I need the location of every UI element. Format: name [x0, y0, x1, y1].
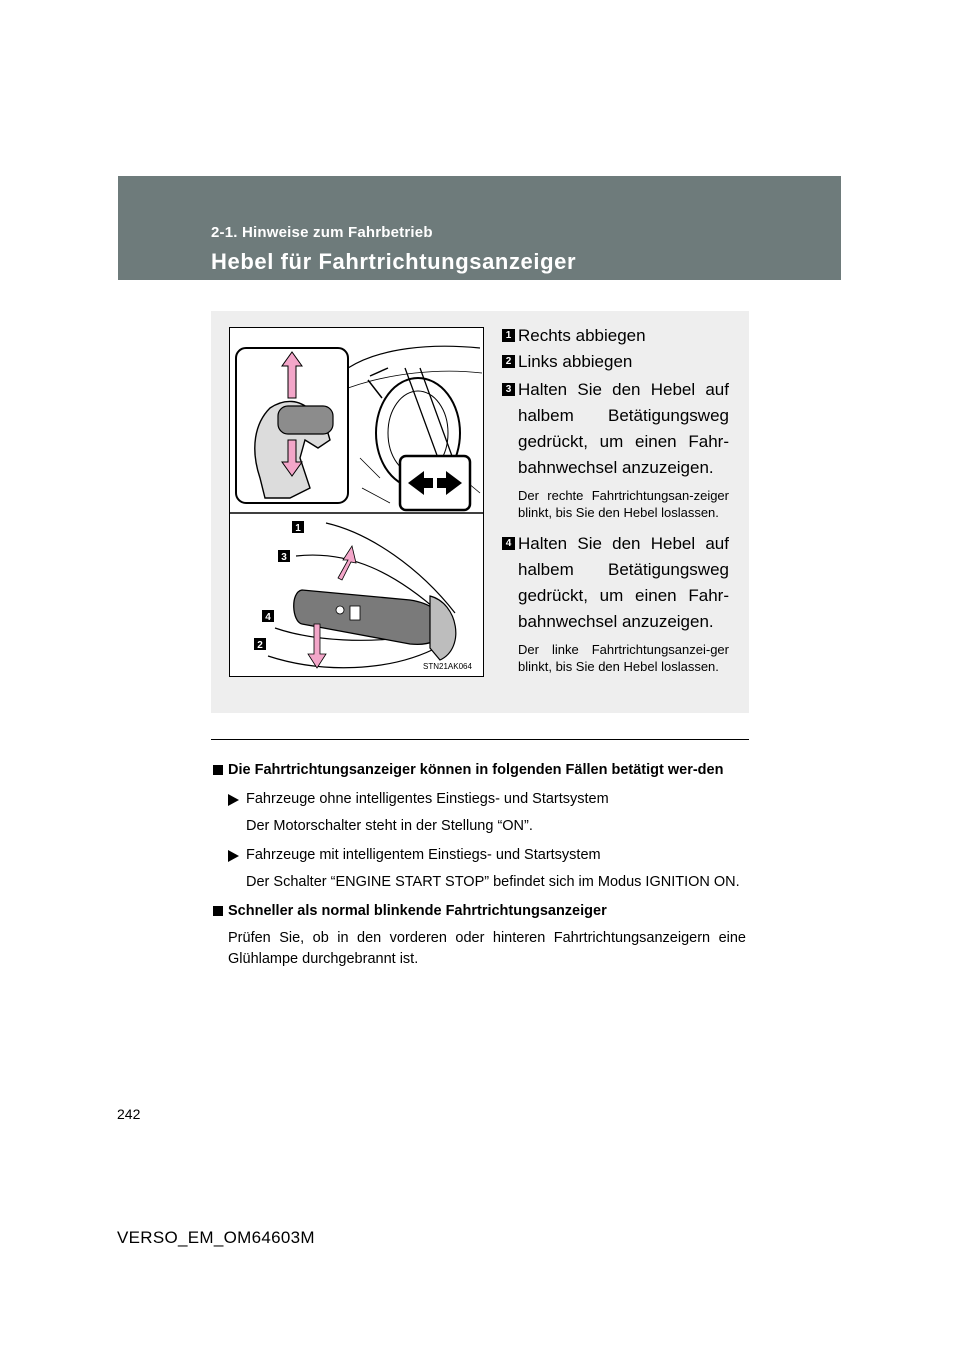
page-title: Hebel für Fahrtrichtungsanzeiger	[211, 249, 577, 274]
section-divider	[211, 739, 749, 740]
svg-text:3: 3	[281, 552, 287, 563]
list-item	[486, 377, 729, 521]
square-bullet-icon	[213, 765, 223, 775]
square-bullet-icon	[213, 906, 223, 916]
list-item	[486, 531, 729, 675]
list-item	[486, 323, 729, 349]
svg-text:2: 2	[257, 640, 263, 651]
list-item	[486, 349, 729, 377]
step-note: Der linke Fahrtrichtungsanzei-ger blinkt, bis Sie den Hebel loslassen.	[518, 642, 729, 674]
turn-signal-illustration	[229, 327, 484, 677]
bullet-detail: Der Schalter “ENGINE START STOP” befindet sich im Modus IGNITION ON.	[246, 874, 740, 890]
step-text: Halten Sie den Hebel auf halbem Betätigungsweg gedrückt, um einen Fahr-bahnwechsel anzuzeigen.	[518, 380, 729, 477]
chapter-header	[118, 176, 841, 280]
step-number-badge: 1	[502, 329, 515, 342]
lever-diagram-icon	[230, 328, 483, 676]
step-text: Halten Sie den Hebel auf halbem Betätigungsweg gedrückt, um einen Fahr-bahnwechsel anzuzeigen.	[518, 534, 729, 631]
section-label: 2-1. Hinweise zum Fahrbetrieb	[211, 224, 433, 241]
figure-code: STN21AK064	[423, 662, 472, 671]
page-number: 242	[117, 1106, 141, 1122]
svg-text:4: 4	[265, 612, 271, 623]
list-item: Fahrzeuge ohne intelligentes Einstiegs- und Startsystem	[211, 789, 746, 810]
note-heading: Die Fahrtrichtungsanzeiger können in folgenden Fällen betätigt wer-den	[211, 760, 746, 781]
step-text: Rechts abbiegen	[518, 326, 646, 345]
note-heading: Schneller als normal blinkende Fahrtrichtungsanzeiger	[211, 901, 746, 922]
step-text: Links abbiegen	[518, 352, 633, 371]
step-number-badge: 3	[502, 383, 515, 396]
step-number-badge: 2	[502, 355, 515, 368]
svg-text:1: 1	[295, 523, 301, 534]
triangle-bullet-icon	[228, 794, 239, 806]
step-number-badge: 4	[502, 537, 515, 550]
illustration-panel	[211, 311, 749, 713]
list-item: Fahrzeuge mit intelligentem Einstiegs- und Startsystem	[211, 845, 746, 866]
note-paragraph: Prüfen Sie, ob in den vorderen oder hinteren Fahrtrichtungsanzeigern eine Glühlampe durchgebrannt ist.	[228, 930, 746, 967]
arrow-down-small-icon	[308, 624, 326, 668]
notes-section	[211, 760, 746, 970]
steps-list	[486, 323, 729, 675]
footer-code: VERSO_EM_OM64603M	[117, 1228, 315, 1247]
step-note: Der rechte Fahrtrichtungsan-zeiger blinkt, bis Sie den Hebel loslassen.	[518, 488, 729, 520]
lever-stalk-icon	[278, 406, 333, 434]
bullet-detail: Der Motorschalter steht in der Stellung “ON”.	[246, 818, 533, 834]
arrow-up-small-icon	[338, 546, 356, 580]
triangle-bullet-icon	[228, 850, 239, 862]
